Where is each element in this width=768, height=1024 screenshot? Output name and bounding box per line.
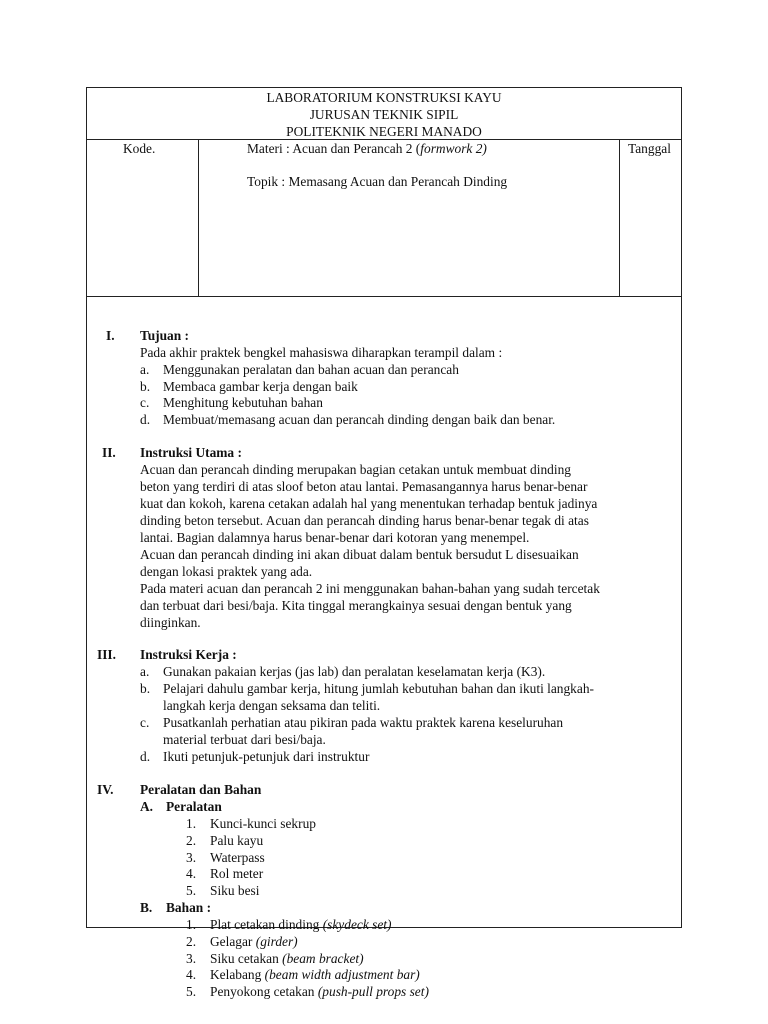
section-number: IV. — [97, 782, 114, 797]
list-marker: b. — [140, 681, 151, 696]
bahan-name: Gelagar — [210, 934, 256, 949]
list-marker: b. — [140, 379, 151, 394]
header-line-department: JURUSAN TEKNIK SIPIL — [309, 107, 459, 122]
numbered-marker: 3. — [186, 951, 197, 966]
subsection-title-peralatan: Peralatan — [166, 799, 222, 814]
list-item: Membaca gambar kerja dengan baik — [163, 379, 358, 394]
paragraph-line: Pada materi acuan dan perancah 2 ini menggunakan bahan-bahan yang sudah tercetak — [140, 581, 600, 596]
section-number: I. — [106, 328, 115, 343]
header-line-lab: LABORATORIUM KONSTRUKSI KAYU — [266, 90, 502, 105]
info-divider — [619, 140, 620, 296]
bahan-english-name: (beam width adjustment bar) — [264, 967, 420, 982]
bahan-english-name: (skydeck set) — [322, 917, 392, 932]
numbered-marker: 5. — [186, 883, 197, 898]
list-item: Ikuti petunjuk-petunjuk dari instruktur — [163, 749, 370, 764]
info-divider — [198, 140, 199, 296]
numbered-marker: 2. — [186, 934, 197, 949]
list-marker: c. — [140, 715, 150, 730]
section-number: II. — [102, 445, 116, 460]
tanggal-label: Tanggal — [628, 141, 671, 156]
kode-label: Kode. — [123, 141, 156, 156]
paragraph-line: dinding beton tersebut. Acuan dan perancah dinding harus benar-benar tegak di atas — [140, 513, 589, 528]
numbered-marker: 1. — [186, 917, 197, 932]
list-item-continuation: material terbuat dari besi/baja. — [163, 732, 326, 747]
list-item: Pusatkanlah perhatian atau pikiran pada waktu praktek karena keseluruhan — [163, 715, 564, 730]
bahan-item — [210, 950, 364, 967]
peralatan-item: Siku besi — [210, 883, 260, 898]
worksheet-frame — [86, 87, 682, 999]
peralatan-item: Rol meter — [210, 866, 264, 881]
list-marker: a. — [140, 664, 150, 679]
topik-label: Topik : Memasang Acuan dan Perancah Dinding — [247, 174, 508, 189]
bahan-item — [210, 966, 420, 983]
materi-text: Materi : Acuan dan Perancah 2 ( — [247, 141, 421, 156]
bahan-english-name: (beam bracket) — [282, 951, 364, 966]
subsection-title-bahan: Bahan : — [166, 900, 212, 915]
paragraph-line: beton yang terdiri di atas sloof beton atau lantai. Pemasangannya harus benar-benar — [140, 479, 588, 494]
bahan-name: Siku cetakan — [210, 951, 283, 966]
lab-header — [87, 88, 681, 140]
list-marker: d. — [140, 749, 151, 764]
numbered-marker: 4. — [186, 967, 197, 982]
numbered-marker: 3. — [186, 850, 197, 865]
paragraph-line: Acuan dan perancah dinding merupakan bagian cetakan untuk membuat dinding — [140, 462, 571, 477]
peralatan-item: Kunci-kunci sekrup — [210, 816, 316, 831]
peralatan-item: Palu kayu — [210, 833, 264, 848]
subsection-marker: B. — [140, 900, 153, 915]
paragraph-line: diinginkan. — [140, 615, 201, 630]
section-title-tujuan: Tujuan : — [140, 328, 190, 343]
numbered-marker: 2. — [186, 833, 197, 848]
bahan-name: Penyokong cetakan — [210, 984, 318, 999]
bahan-item — [210, 933, 298, 950]
paragraph-line: lantai. Bagian dalamnya harus benar-benar dari kotoran yang menempel. — [140, 530, 530, 545]
bahan-name: Kelabang — [210, 967, 265, 982]
list-marker: d. — [140, 412, 151, 427]
list-item: Menghitung kebutuhan bahan — [163, 395, 323, 410]
list-marker: a. — [140, 362, 150, 377]
numbered-marker: 1. — [186, 816, 197, 831]
paragraph-line: dengan lokasi praktek yang ada. — [140, 564, 313, 579]
bahan-english-name: (girder) — [255, 934, 298, 949]
section-title-instruksi-kerja: Instruksi Kerja : — [140, 647, 237, 662]
list-item: Gunakan pakaian kerjas (jas lab) dan peralatan keselamatan kerja (K3). — [163, 664, 546, 679]
paragraph-line: dan terbuat dari besi/baja. Kita tinggal merangkainya sesuai dengan bentuk yang — [140, 598, 572, 613]
info-row — [87, 140, 681, 297]
paragraph-line: Acuan dan perancah dinding ini akan dibuat dalam bentuk bersudut L disesuaikan — [140, 547, 579, 562]
numbered-marker: 5. — [186, 984, 197, 999]
list-item-continuation: langkah kerja dengan seksama dan teliti. — [163, 698, 381, 713]
materi-label — [247, 140, 487, 157]
section-number: III. — [97, 647, 116, 662]
subsection-marker: A. — [140, 799, 154, 814]
section-title-peralatan-bahan: Peralatan dan Bahan — [140, 782, 262, 797]
list-item: Menggunakan peralatan dan bahan acuan dan perancah — [163, 362, 459, 377]
header-line-institution: POLITEKNIK NEGERI MANADO — [286, 124, 482, 139]
bahan-english-name: (push-pull props set) — [317, 984, 429, 999]
numbered-marker: 4. — [186, 866, 197, 881]
bahan-name: Plat cetakan dinding — [210, 917, 323, 932]
bahan-item — [210, 983, 429, 1000]
section-title-instruksi-utama: Instruksi Utama : — [140, 445, 242, 460]
list-item: Pelajari dahulu gambar kerja, hitung jumlah kebutuhan bahan dan ikuti langkah- — [163, 681, 594, 696]
peralatan-item: Waterpass — [210, 850, 265, 865]
tujuan-intro: Pada akhir praktek bengkel mahasiswa diharapkan terampil dalam : — [140, 345, 503, 360]
paragraph-line: kuat dan kokoh, karena cetakan adalah hal yang menentukan terhadap bentuk jadinya — [140, 496, 598, 511]
materi-italic: formwork 2) — [420, 141, 487, 156]
bahan-item — [210, 916, 391, 933]
list-marker: c. — [140, 395, 150, 410]
list-item: Membuat/memasang acuan dan perancah dinding dengan baik dan benar. — [163, 412, 556, 427]
